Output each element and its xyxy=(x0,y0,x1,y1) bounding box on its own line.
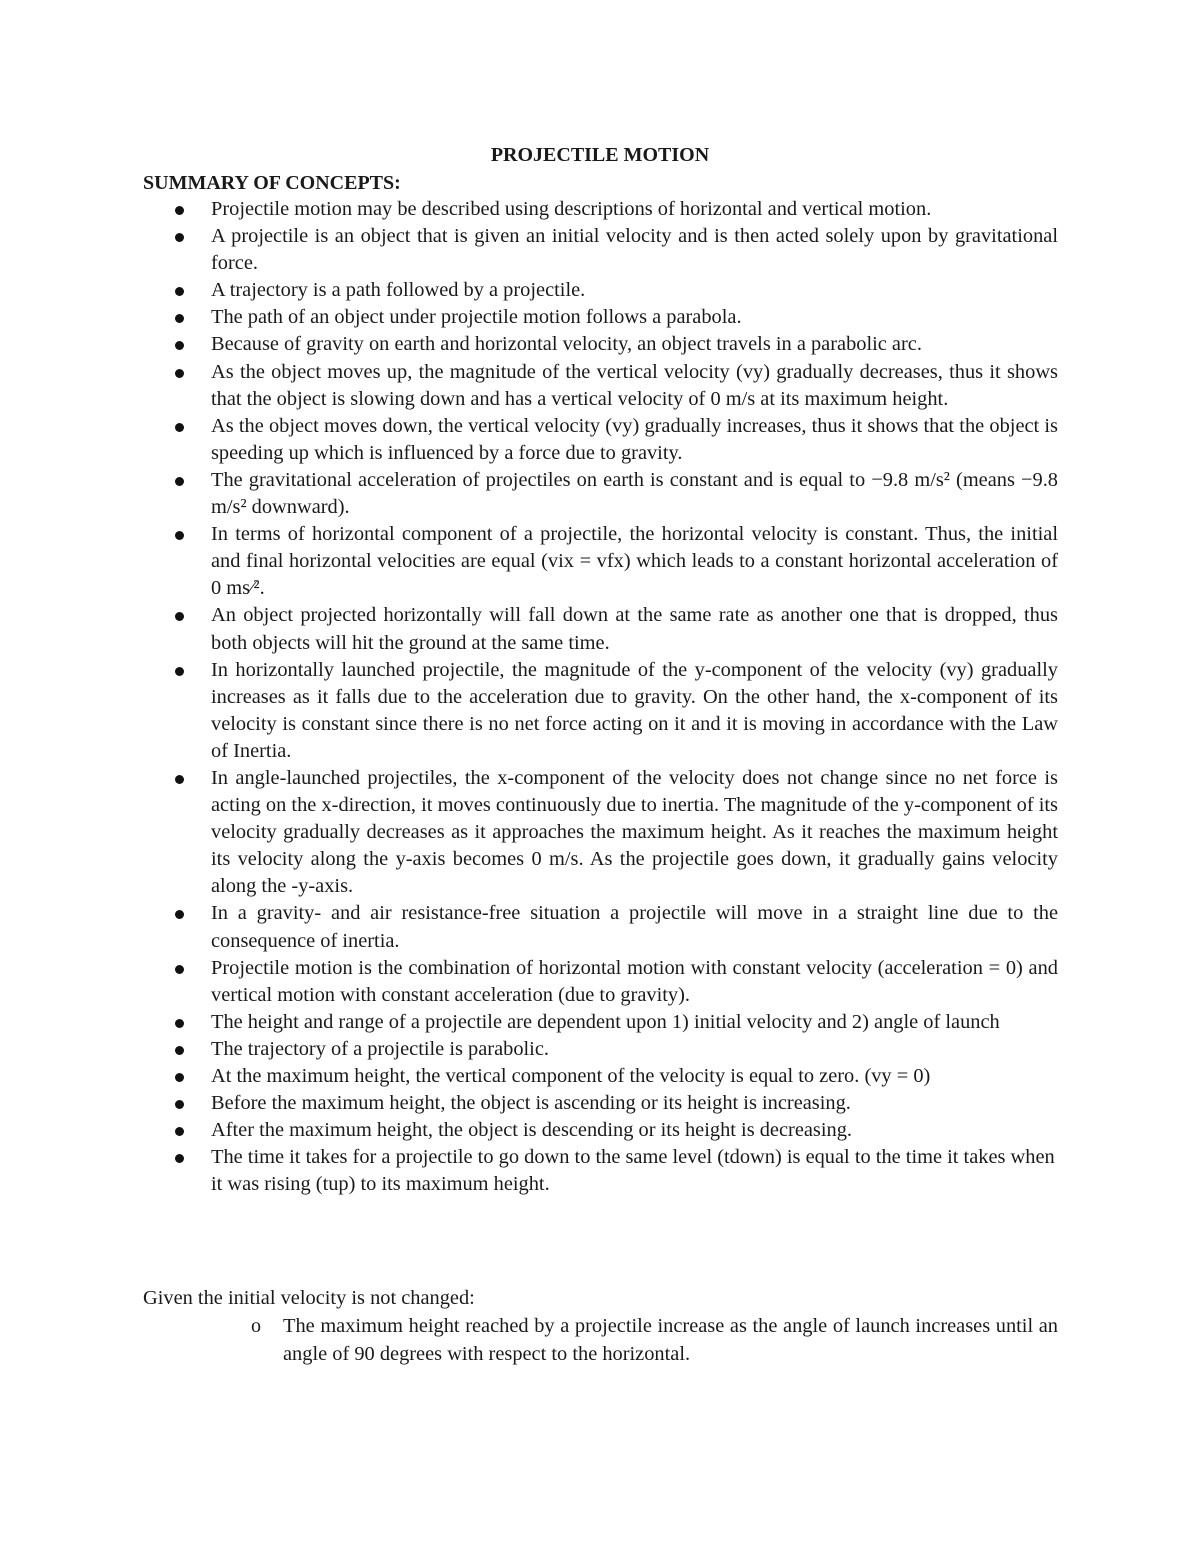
list-item xyxy=(0,359,1058,413)
list-item xyxy=(0,277,1058,304)
list-item xyxy=(0,196,1058,223)
bullet-icon xyxy=(175,612,184,621)
bullet-icon xyxy=(175,910,184,919)
list-item xyxy=(0,413,1058,467)
list-item-text: An object projected horizontally will fall down at the same rate as another one that is dropped, thus both objects will hit the ground at the same time. xyxy=(211,604,1058,654)
list-item-text: A trajectory is a path followed by a projectile. xyxy=(211,279,586,302)
bullet-icon xyxy=(175,477,184,486)
list-item-text: Before the maximum height, the object is ascending or its height is increasing. xyxy=(211,1092,851,1115)
list-item xyxy=(0,467,1058,521)
list-item xyxy=(0,602,1058,656)
bullet-icon xyxy=(175,1127,184,1136)
bullet-icon xyxy=(175,287,184,296)
list-item-text: As the object moves down, the vertical velocity (vy) gradually increases, thus it shows that the object is speeding up which is influenced by a force due to gravity. xyxy=(211,414,1058,464)
list-item xyxy=(0,1036,1058,1063)
list-item-text: In terms of horizontal component of a projectile, the horizontal velocity is constant. Thus, the initial and final horizontal velocities are equal (vix = vfx) which leads to a constant horizontal acceleration of 0 ms⁄². xyxy=(211,523,1058,600)
bullet-icon xyxy=(175,1046,184,1055)
list-item-text: The height and range of a projectile are dependent upon 1) initial velocity and 2) angle of launch xyxy=(211,1010,1000,1033)
bullet-icon xyxy=(175,369,184,378)
section-heading: SUMMARY OF CONCEPTS: xyxy=(143,172,401,194)
bullet-icon xyxy=(175,341,184,350)
list-item-text: The time it takes for a projectile to go down to the same level (tdown) is equal to the time it takes when it was rising (tup) to its maximum height. xyxy=(211,1146,1055,1196)
bullet-icon xyxy=(175,233,184,242)
page-title: PROJECTILE MOTION xyxy=(490,144,710,166)
given-statement: Given the initial velocity is not changed: xyxy=(143,1287,475,1309)
concept-list xyxy=(0,196,1058,1198)
list-item-text: The trajectory of a projectile is parabolic. xyxy=(211,1037,549,1060)
list-item xyxy=(0,900,1058,954)
list-item-text: After the maximum height, the object is descending or its height is decreasing. xyxy=(211,1119,853,1142)
list-item-text: In angle-launched projectiles, the x-component of the velocity does not change since no net force is acting on the x-direction, it moves continuously due to inertia. The magnitude of the y-component of its velocity gradually decreases as it approaches the maximum height. As it reaches the maximum height its velocity along the y-axis becomes 0 m/s. As the projectile goes down, it gradually gains velocity along the -y-axis. xyxy=(211,766,1058,898)
bullet-icon xyxy=(175,423,184,432)
list-item xyxy=(0,331,1058,358)
list-item xyxy=(0,223,1058,277)
bullet-icon xyxy=(175,1100,184,1109)
list-item-text: In a gravity- and air resistance-free situation a projectile will move in a straight line due to the consequence of inertia. xyxy=(211,902,1058,952)
list-item xyxy=(0,765,1058,900)
sub-list xyxy=(0,1312,1058,1368)
bullet-icon xyxy=(175,1019,184,1028)
bullet-icon xyxy=(175,314,184,323)
list-item xyxy=(0,657,1058,765)
list-item xyxy=(0,1144,1058,1198)
list-item xyxy=(0,1090,1058,1117)
bullet-icon xyxy=(175,1073,184,1082)
list-item-text: Projectile motion may be described using descriptions of horizontal and vertical motion. xyxy=(211,198,932,220)
list-item-text: At the maximum height, the vertical component of the velocity is equal to zero. (vy = 0) xyxy=(211,1065,931,1087)
sub-list-item xyxy=(0,1312,1058,1368)
list-item xyxy=(0,1009,1058,1036)
list-item-text: A projectile is an object that is given an initial velocity and is then acted solely upon by gravitational force. xyxy=(211,225,1058,275)
bullet-icon xyxy=(175,1154,184,1163)
list-item xyxy=(0,304,1058,331)
bullet-icon xyxy=(175,531,184,540)
list-item xyxy=(0,1117,1058,1144)
bullet-icon xyxy=(175,206,184,215)
list-item xyxy=(0,521,1058,602)
list-item xyxy=(0,1063,1058,1090)
sub-list-item-text: The maximum height reached by a projectile increase as the angle of launch increases until an angle of 90 degrees with respect to the horizontal. xyxy=(283,1315,1058,1365)
list-item-text: In horizontally launched projectile, the magnitude of the y-component of the velocity (vy) gradually increases as it falls due to the acceleration due to gravity. On the other hand, the x-component of its velocity is constant since there is no net force acting on it and it is moving in accordance with the Law of Inertia. xyxy=(211,658,1058,762)
list-item xyxy=(0,955,1058,1009)
list-item-text: The path of an object under projectile motion follows a parabola. xyxy=(211,306,742,329)
list-item-text: As the object moves up, the magnitude of the vertical velocity (vy) gradually decreases, thus it shows that the object is slowing down and has a vertical velocity of 0 m/s at its maximum height. xyxy=(211,360,1058,410)
list-item-text: The gravitational acceleration of projectiles on earth is constant and is equal to −9.8 m/s² (means −9.8 m/s² downward). xyxy=(211,468,1058,519)
list-item-text: Because of gravity on earth and horizontal velocity, an object travels in a parabolic arc. xyxy=(211,333,922,356)
list-item-text: Projectile motion is the combination of horizontal motion with constant velocity (acceleration = 0) and vertical motion with constant acceleration (due to gravity). xyxy=(211,956,1058,1006)
bullet-icon xyxy=(175,965,184,974)
bullet-icon xyxy=(175,775,184,784)
circle-bullet-icon: o xyxy=(251,1315,261,1337)
bullet-icon xyxy=(175,667,184,676)
